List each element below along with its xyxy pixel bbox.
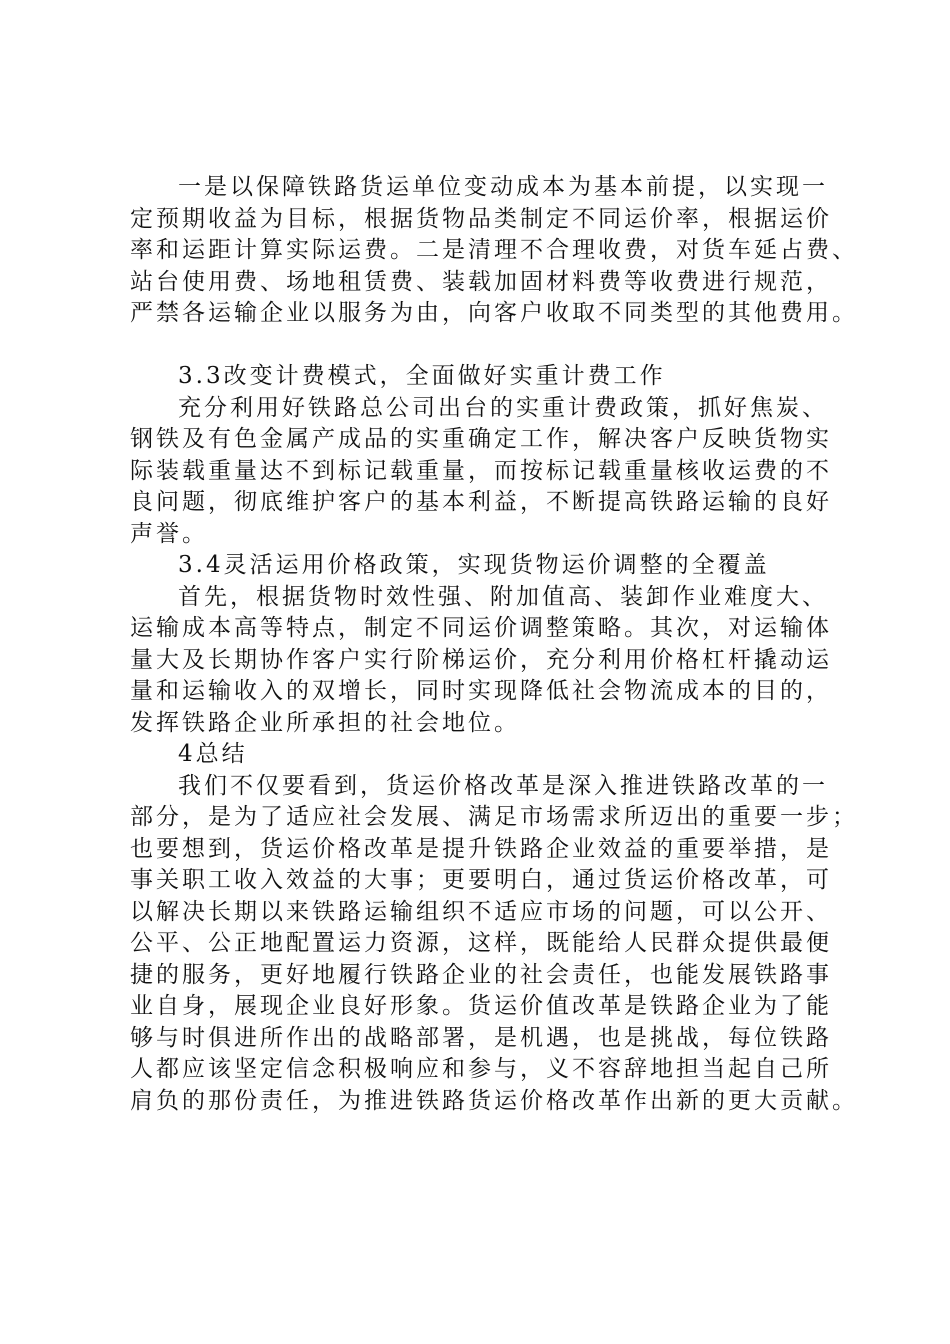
paragraph-line: 公平、公正地配置运力资源，这样，既能给人民群众提供最便 bbox=[130, 930, 832, 956]
paragraph-line: 站台使用费、场地租赁费、装载加固材料费等收费进行规范， bbox=[130, 268, 832, 295]
paragraph-price-policy bbox=[130, 582, 850, 740]
section-heading-3-3: 3.3改变计费模式，全面做好实重计费工作 bbox=[178, 363, 666, 389]
paragraph-freight-pricing bbox=[130, 172, 858, 330]
paragraph-line: 率和运距计算实际运费。二是清理不合理收费，对货车延占费、 bbox=[130, 237, 858, 263]
paragraph-line: 业自身，展现企业良好形象。货运价值改革是铁路企业为了能 bbox=[130, 993, 832, 1019]
paragraph-line: 一是以保障铁路货运单位变动成本为基本前提，以实现一 bbox=[178, 174, 828, 200]
paragraph-line: 运输成本高等特点，制定不同运价调整策略。其次，对运输体 bbox=[130, 615, 832, 641]
paragraph-line: 钢铁及有色金属产成品的实重确定工作，解决客户反映货物实 bbox=[130, 426, 832, 452]
paragraph-line: 够与时俱进所作出的战略部署，是机遇，也是挑战，每位铁路 bbox=[130, 1024, 832, 1051]
document-body bbox=[130, 172, 858, 1117]
paragraph-spacer bbox=[130, 330, 850, 362]
paragraph-line: 事关职工收入效益的大事；更要明白，通过货运价格改革，可 bbox=[130, 867, 832, 893]
paragraph-line: 发挥铁路企业所承担的社会地位。 bbox=[130, 709, 520, 736]
paragraph-summary bbox=[130, 771, 858, 1118]
paragraph-line: 严禁各运输企业以服务为由，向客户收取不同类型的其他费用。 bbox=[130, 300, 858, 326]
paragraph-line: 我们不仅要看到，货运价格改革是深入推进铁路改革的一 bbox=[178, 772, 828, 799]
paragraph-line: 人都应该坚定信念积极响应和参与，义不容辞地担当起自己所 bbox=[130, 1056, 832, 1082]
paragraph-line: 肩负的那份责任，为推进铁路货运价格改革作出新的更大贡献。 bbox=[130, 1087, 858, 1114]
paragraph-line: 际装载重量达不到标记载重量，而按标记载重量核收运费的不 bbox=[130, 457, 832, 484]
paragraph-line: 捷的服务，更好地履行铁路企业的社会责任，也能发展铁路事 bbox=[130, 961, 832, 988]
paragraph-line: 定预期收益为目标，根据货物品类制定不同运价率，根据运价 bbox=[130, 205, 832, 232]
paragraph-line: 良问题，彻底维护客户的基本利益，不断提高铁路运输的良好 bbox=[130, 489, 832, 515]
paragraph-line: 量和运输收入的双增长，同时实现降低社会物流成本的目的， bbox=[130, 678, 832, 704]
paragraph-line: 量大及长期协作客户实行阶梯运价，充分利用价格杠杆撬动运 bbox=[130, 646, 832, 673]
paragraph-line: 以解决长期以来铁路运输组织不适应市场的问题，可以公开、 bbox=[130, 898, 832, 925]
section-heading-4: 4总结 bbox=[178, 741, 248, 767]
paragraph-line: 声誉。 bbox=[130, 520, 208, 547]
paragraph-line: 充分利用好铁路总公司出台的实重计费政策，抓好焦炭、 bbox=[178, 394, 828, 421]
paragraph-line: 部分，是为了适应社会发展、满足市场需求所迈出的重要一步； bbox=[130, 804, 858, 830]
paragraph-actual-weight bbox=[130, 393, 850, 551]
section-heading-3-4: 3.4灵活运用价格政策，实现货物运价调整的全覆盖 bbox=[178, 552, 770, 578]
paragraph-line: 首先，根据货物时效性强、附加值高、装卸作业难度大、 bbox=[178, 583, 828, 610]
paragraph-line: 也要想到，货运价格改革是提升铁路企业效益的重要举措，是 bbox=[130, 835, 832, 862]
